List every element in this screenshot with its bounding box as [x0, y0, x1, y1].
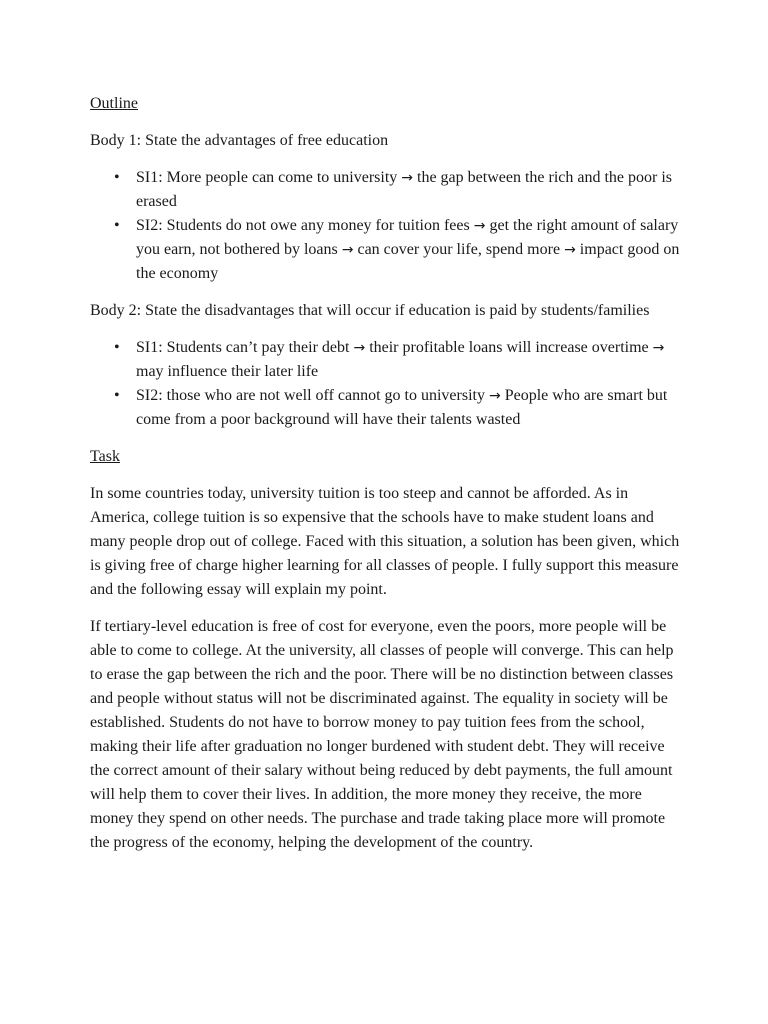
right-arrow-icon: →	[652, 340, 665, 356]
bullet-text: the gap between the rich and the poor is erased	[136, 169, 673, 210]
task-body	[90, 482, 682, 855]
right-arrow-icon: →	[488, 388, 501, 404]
body2-bullet-2	[90, 384, 682, 432]
bullet-icon: •	[114, 169, 120, 186]
bullet-text: SI1: More people can come to university	[136, 169, 398, 186]
body2-title: Body 2: State the disadvantages that will occur if education is paid by students/families	[90, 302, 650, 319]
body1-bullet-2	[90, 214, 682, 286]
bullet-text: can cover your life, spend more	[357, 241, 561, 258]
bullet-text: their profitable loans will increase overtime	[369, 339, 649, 356]
body1-bullet-1	[90, 166, 682, 214]
bullet-text: get the right amount of salary you earn, not bothered by loans	[136, 217, 679, 258]
task-paragraph-1: In some countries today, university tuition is too steep and cannot be afforded. As in America, college tuition is so expensive that the schools have to make student loans and many people drop out of college. Faced with this situation, a solution has been given, which is giving free of charge higher learning for all classes of people. I fully support this measure and the following essay will explain my point.	[90, 485, 680, 598]
body1-title: Body 1: State the advantages of free education	[90, 132, 389, 149]
bullet-text: SI1: Students can’t pay their debt	[136, 339, 350, 356]
bullet-text: People who are smart but come from a poor background will have their talents wasted	[136, 387, 668, 428]
bullet-text: impact good on the economy	[136, 241, 680, 282]
right-arrow-icon: →	[341, 242, 354, 258]
bullet-icon: •	[114, 217, 120, 234]
right-arrow-icon: →	[473, 218, 486, 234]
bullet-text: SI2: Students do not owe any money for tuition fees	[136, 217, 470, 234]
body2-bullets	[90, 336, 682, 432]
task-heading: Task	[90, 448, 120, 465]
body1-bullets	[90, 166, 682, 286]
outline-heading: Outline	[90, 95, 138, 112]
bullet-icon: •	[114, 339, 120, 356]
body2-bullet-1	[90, 336, 682, 384]
bullet-text: SI2: those who are not well off cannot go to university	[136, 387, 485, 404]
right-arrow-icon: →	[353, 340, 366, 356]
task-paragraph-2: If tertiary-level education is free of cost for everyone, even the poors, more people will be able to come to college. At the university, all classes of people will converge. This can help to erase the gap between the rich and the poor. There will be no distinction between classes and people without status will not be discriminated against. The equality in society will be established. Students do not have to borrow money to pay tuition fees from the school, making their life after graduation no longer burdened with student debt. They will receive the correct amount of their salary without being reduced by debt payments, the full amount will help them to cover their lives. In addition, the more money they receive, the more money they spend on other needs. The purchase and trade taking place more will promote the progress of the economy, helping the development of the country.	[90, 618, 674, 851]
right-arrow-icon: →	[401, 170, 413, 186]
bullet-icon: •	[114, 387, 120, 404]
document-page	[90, 92, 682, 868]
bullet-text: may influence their later life	[136, 363, 319, 380]
right-arrow-icon: →	[564, 242, 576, 258]
